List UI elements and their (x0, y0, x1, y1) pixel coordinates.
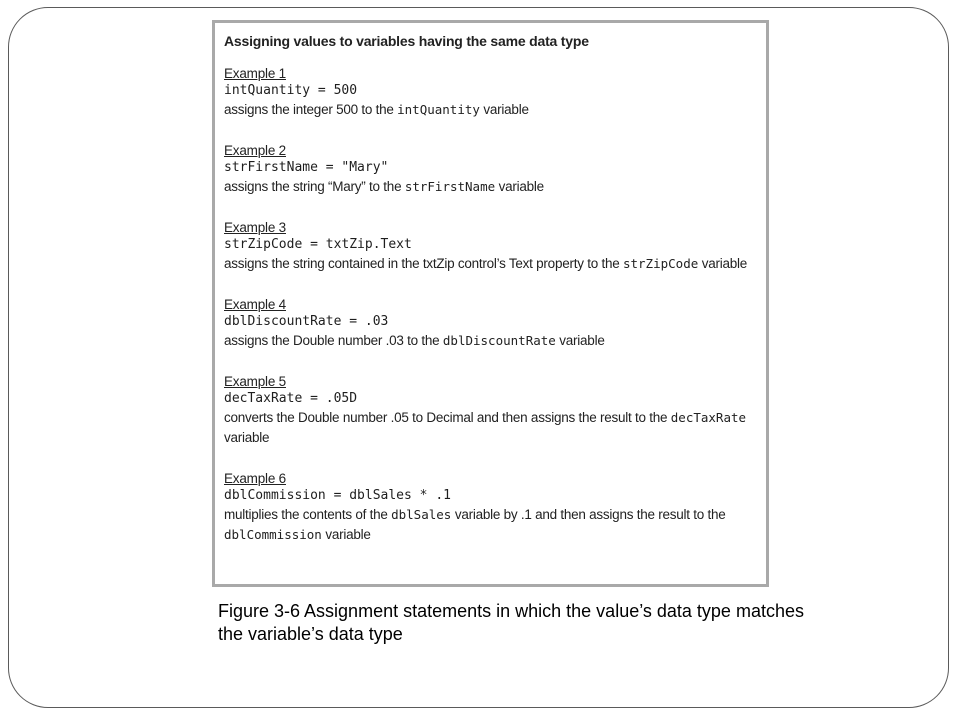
desc-text-2: variable (321, 527, 371, 542)
example-2 (224, 142, 766, 197)
code-statement: strZipCode = txtZip.Text (224, 237, 412, 252)
example-label: Example 4 (224, 297, 286, 312)
example-description (224, 100, 764, 120)
example-label: Example 6 (224, 471, 286, 486)
desc-text: variable (495, 179, 544, 194)
example-description (224, 254, 764, 274)
example-5 (224, 373, 766, 448)
example-4 (224, 296, 766, 351)
example-description (224, 331, 764, 351)
figure-title: Assigning values to variables having the same data type (224, 33, 589, 49)
example-description (224, 408, 764, 448)
example-6 (224, 470, 766, 545)
desc-text: variable (555, 333, 605, 348)
desc-text: assigns the Double number .03 to the (224, 333, 443, 348)
desc-variable: dblDiscountRate (442, 333, 556, 348)
example-3 (224, 219, 766, 274)
code-statement: decTaxRate = .05D (224, 391, 358, 406)
example-label: Example 3 (224, 220, 286, 235)
figure-box (212, 20, 769, 587)
code-statement: strFirstName = "Mary" (224, 160, 389, 175)
code-statement: intQuantity = 500 (224, 83, 358, 98)
desc-text: variable (479, 102, 529, 117)
example-label: Example 2 (224, 143, 286, 158)
desc-variable: dblSales (391, 507, 452, 522)
desc-text: converts the Double number .05 to Decimal and then assigns the result to the (224, 410, 671, 425)
desc-text: variable (698, 256, 748, 271)
figure-caption: Figure 3-6 Assignment statements in which the value’s data type matches the variable’s data type (218, 601, 804, 644)
desc-text: variable by .1 and then assigns the result to the (451, 507, 726, 522)
desc-variable-2: dblCommission (224, 527, 322, 542)
desc-variable: decTaxRate (670, 410, 747, 425)
desc-text: multiplies the contents of the (224, 507, 392, 522)
desc-text: assigns the integer 500 to the (224, 102, 398, 117)
example-1 (224, 65, 766, 120)
desc-text: variable (224, 430, 270, 445)
code-statement: dblCommission = dblSales * .1 (224, 488, 451, 503)
example-description (224, 177, 764, 197)
desc-variable: strFirstName (404, 179, 496, 194)
code-statement: dblDiscountRate = .03 (224, 314, 389, 329)
desc-text: assigns the string contained in the txtZip control’s Text property to the (224, 256, 623, 271)
desc-variable: intQuantity (397, 102, 480, 117)
example-description (224, 505, 764, 545)
example-label: Example 5 (224, 374, 286, 389)
desc-text: assigns the string “Mary” to the (224, 179, 405, 194)
example-label: Example 1 (224, 66, 286, 81)
desc-variable: strZipCode (622, 256, 699, 271)
